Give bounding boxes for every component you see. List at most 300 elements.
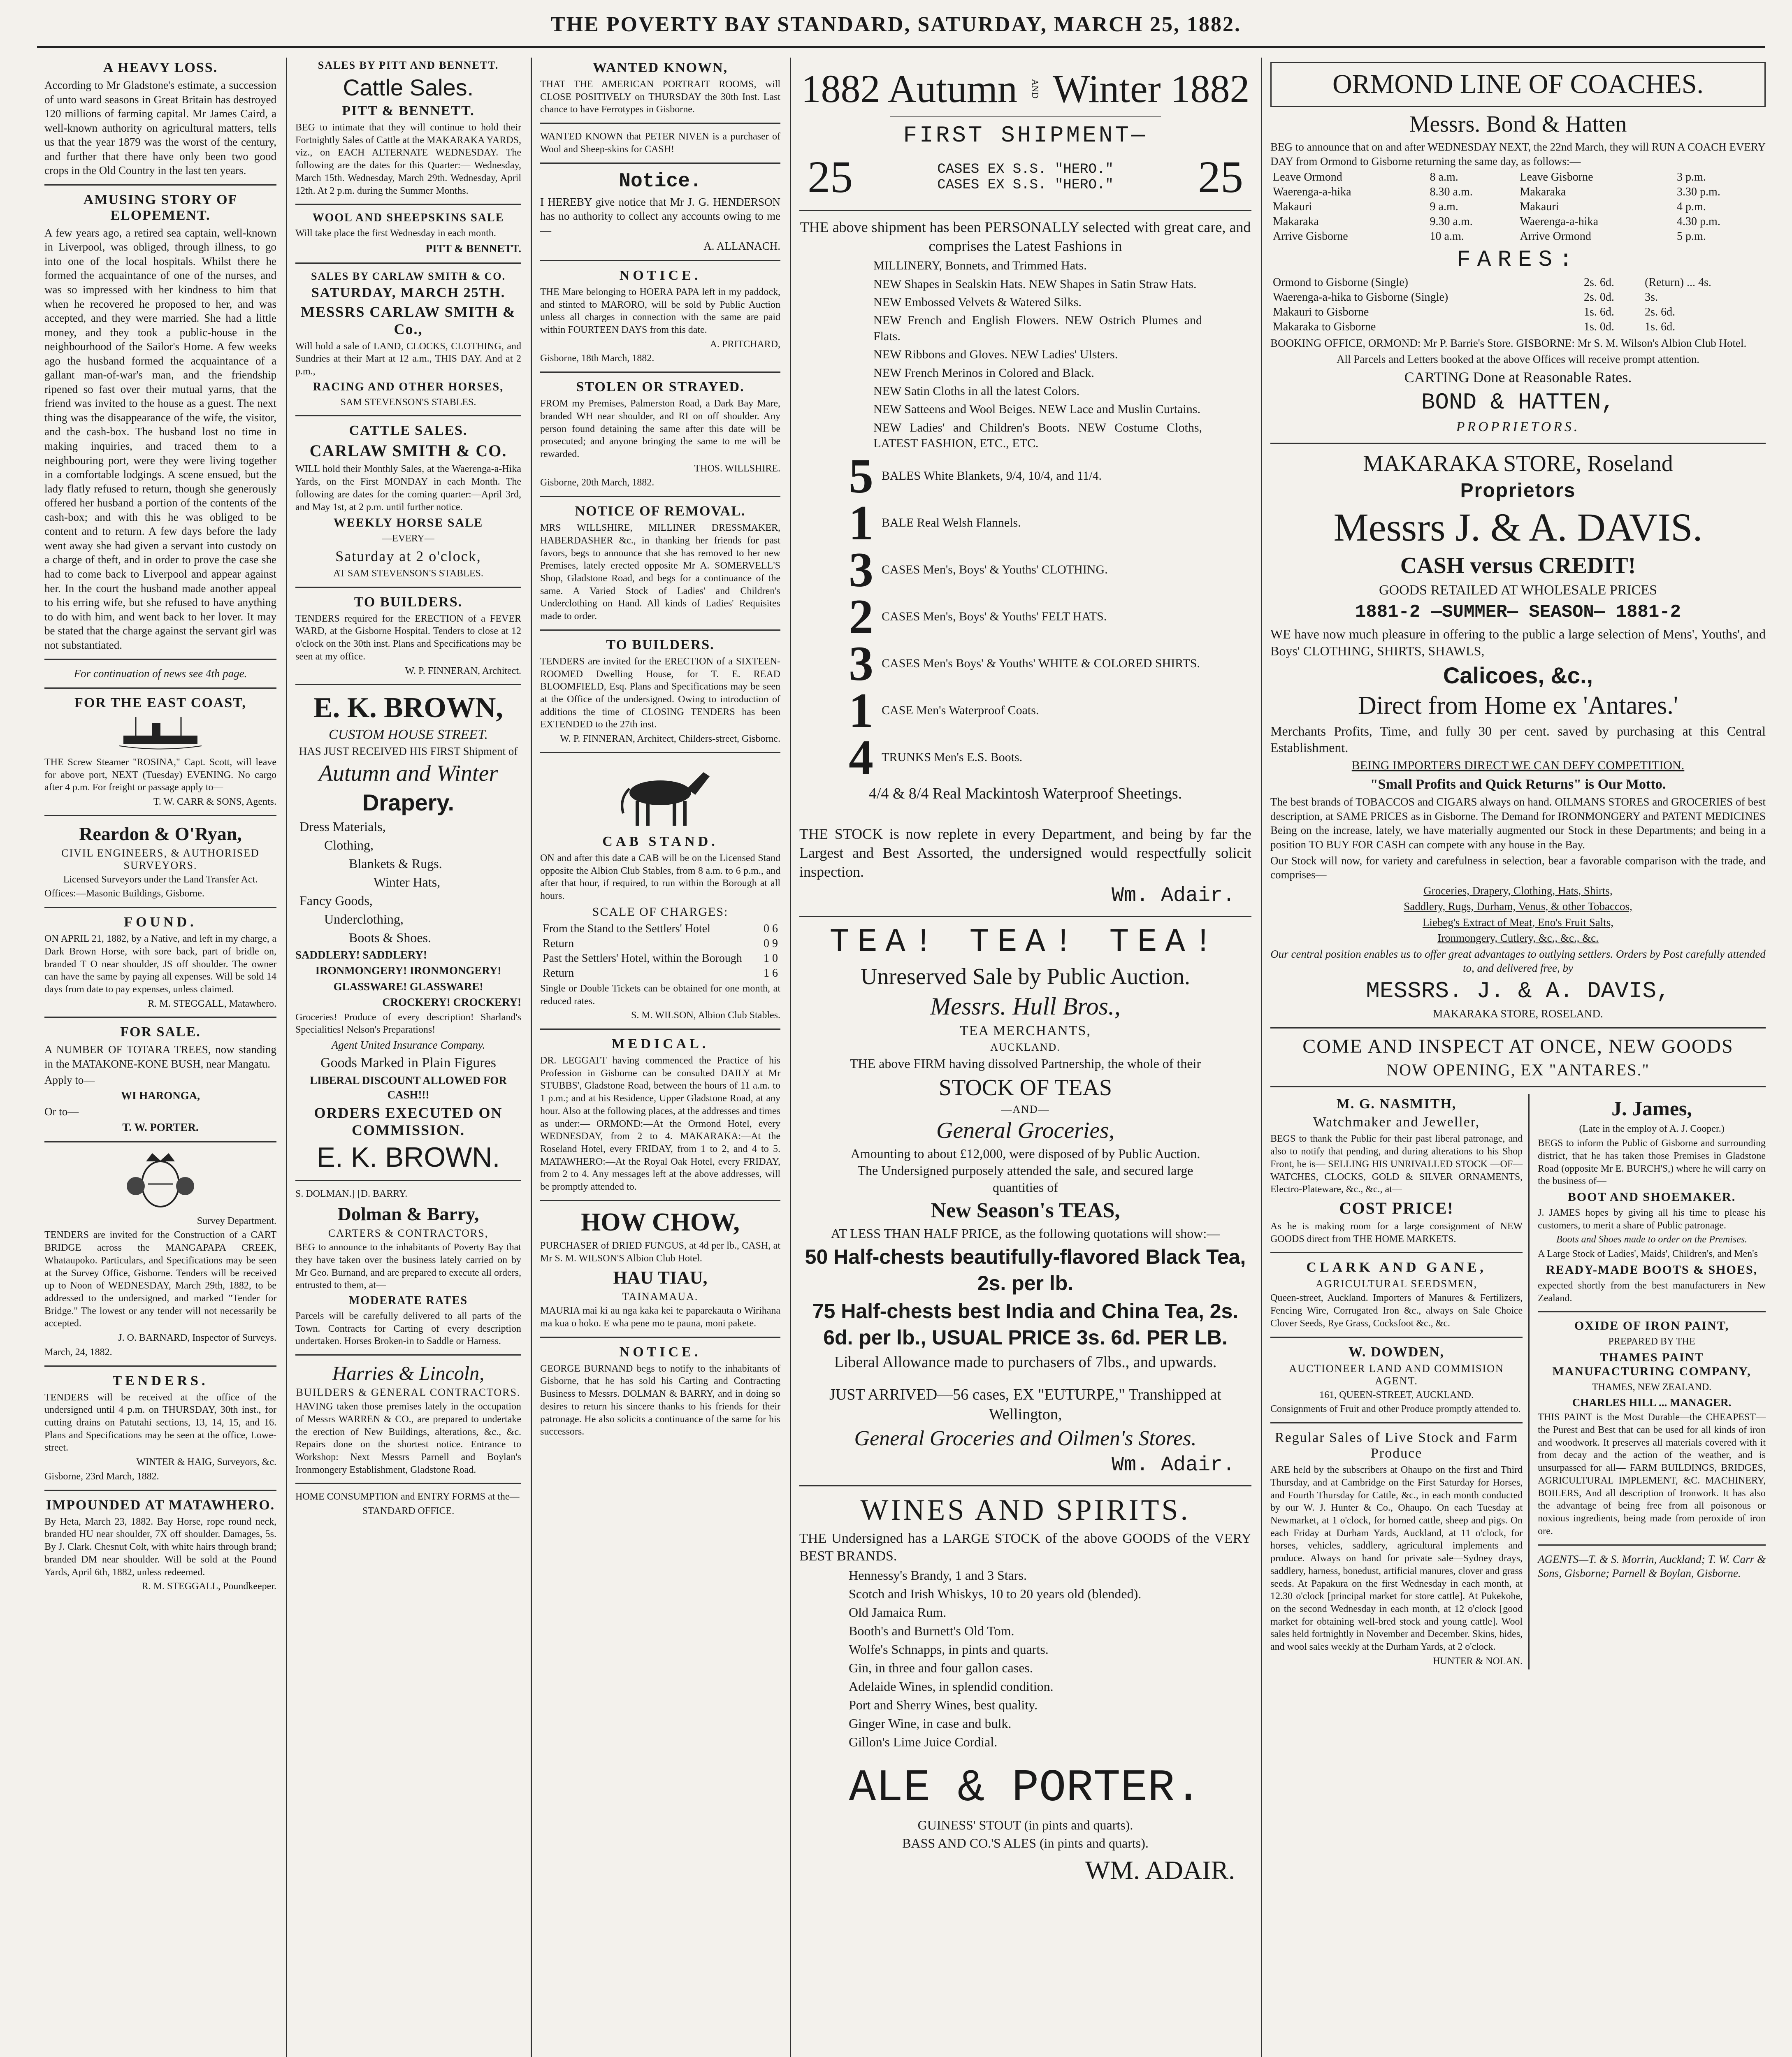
wines-title: WINES AND SPIRITS. <box>860 1493 1191 1526</box>
stock-row <box>849 495 1251 550</box>
fares-title: FARES: <box>1457 246 1579 273</box>
tenders-date: Gisborne, 23rd March, 1882. <box>44 1471 159 1482</box>
harries-sub: BUILDERS & GENERAL CONTRACTORS. <box>296 1386 521 1399</box>
wanted-title: WANTED KNOWN, <box>592 60 728 75</box>
general-groceries: General Groceries, <box>936 1118 1115 1144</box>
coach-row <box>1270 185 1766 200</box>
scale-table <box>540 922 780 981</box>
notice-3-title: NOTICE. <box>619 1344 701 1360</box>
millinery-item: MILLINERY, Bonnets, and Trimmed Hats. <box>873 259 1087 273</box>
stock-text: TRUNKS Men's E.S. Boots. <box>882 750 1023 764</box>
stock-count: 1 <box>849 495 873 550</box>
horse-icon <box>607 760 714 830</box>
oxide-by: PREPARED BY THE <box>1608 1336 1695 1347</box>
cases-num-left: 25 <box>808 152 853 202</box>
ekb-item: Blankets & Rugs. <box>349 856 442 871</box>
tenders-sign: WINTER & HAIG, Surveyors, &c. <box>136 1457 276 1468</box>
cattle-body: WILL hold their Monthly Sales, at the Waerenga-a-Hika Yards, on the First MONDAY in each Month. The following are dates for the coming quarter:—April 3rd, and May 1st, at 2 p.m. until further notice. <box>295 464 521 513</box>
hautiau-title: HAU TIAU, <box>613 1268 708 1288</box>
ormond-firm: Messrs. Bond & Hatten <box>1409 111 1627 137</box>
calicoes: Calicoes, &c., <box>1443 662 1593 688</box>
harries-title: Harries & Lincoln, <box>332 1363 485 1385</box>
stock-text: CASE Men's Waterproof Coats. <box>882 703 1039 717</box>
adair-sign-1: Wm. Adair. <box>1111 884 1235 908</box>
survey-date: March, 24, 1882. <box>44 1347 112 1358</box>
proprietors: PROPRIETORS. <box>1456 419 1580 435</box>
carting: CARTING Done at Reasonable Rates. <box>1404 369 1632 386</box>
coach-stop-out: Makauri <box>1273 200 1312 214</box>
weekly-when: Saturday at 2 o'clock, <box>335 548 481 565</box>
stock-row <box>849 542 1251 597</box>
carlaw-body: Will hold a sale of LAND, CLOCKS, CLOTHING, and Sundries at their Mart at 12 a.m., THIS DAY. And at 2 p.m., <box>295 341 521 377</box>
ekb-item: Clothing, <box>324 837 374 852</box>
notice-1-title: Notice. <box>619 170 702 193</box>
and-sep: —AND— <box>1001 1103 1050 1116</box>
james-sub: (Late in the employ of A. J. Cooper.) <box>1579 1124 1725 1135</box>
regular-title: Regular Sales of Live Stock and Farm Produce <box>1274 1430 1518 1461</box>
ekb-item: Boots & Shoes. <box>349 930 432 945</box>
james-body: BEGS to inform the Public of Gisborne and surrounding district, that he has taken those Premises in Gladstone Road (opposite Mr E. BURCH'S,) where he will carry on the business of— <box>1538 1138 1766 1187</box>
dolman-body: BEG to announce to the inhabitants of Poverty Bay that they have taken over the business lately carried on by Mr Geo. Burnand, and are prepared to execute all orders, entrusted to them, at— <box>295 1242 521 1291</box>
wine-item: Gillon's Lime Juice Cordial. <box>849 1734 998 1749</box>
continuation-note: For continuation of news see 4th page. <box>74 667 247 680</box>
proprietors-2: Proprietors <box>1460 479 1576 501</box>
notice-1-sign: A. ALLANACH. <box>703 240 780 253</box>
removal-body: MRS WILLSHIRE, MILLINER DRESSMAKER, HABERDASHER &c., in thanking her friends for past favors, begs to announce that she has removed to her new Premises, lately erected opposite Mr A. SOMERVELL'S Shop, Gladstone Road, and begs for a continuance of the same. A Varied Stock of Ladies' and Children's Underclothing on Hand. All kinds of Ladies' Requisites made to order. <box>540 522 780 622</box>
dolman-title: Dolman & Barry, <box>337 1203 479 1225</box>
reardon-sub: CIVIL ENGINEERS, & AUTHORISED SURVEYORS. <box>61 847 260 871</box>
howchow-title: HOW CHOW, <box>581 1208 740 1236</box>
fare-return: 3s. <box>1645 291 1658 304</box>
column-1 <box>37 58 284 2057</box>
motto: "Small Profits and Quick Returns" is Our Motto. <box>1370 776 1666 792</box>
east-coast-title: FOR THE EAST COAST, <box>74 695 246 710</box>
wine-item: Old Jamaica Rum. <box>849 1604 947 1620</box>
steamer-icon <box>115 715 206 752</box>
ale-porter: ALE & PORTER. <box>849 1762 1202 1814</box>
millinery-item: NEW French Merinos in Colored and Black. <box>873 366 1094 380</box>
fare-route: Makaraka to Gisborne <box>1273 320 1376 334</box>
fare-row <box>1270 305 1766 320</box>
davis-list-item: Groceries, Drapery, Clothing, Hats, Shirts, <box>1423 884 1613 897</box>
stock-count: 3 <box>849 636 873 691</box>
stock-text: CASES Men's, Boys' & Youths' FELT HATS. <box>882 610 1107 624</box>
davis-list-item: Liebeg's Extract of Meat, Eno's Fruit Salts, <box>1422 916 1614 929</box>
carlaw-at: SAM STEVENSON'S STABLES. <box>340 397 476 408</box>
regular-body: ARE held by the subscribers at Ohaupo on the first and Third Thursday, and at Cambridge on the First Saturday for Horses, and Fourth Thursday for Cattle, &c., in each month conducted by our W. J. Hunter & Co., Ohaupo. On each Tuesday at Newmarket, at 1 o'clock, for horned cattle, sheep and pigs. On each Friday at Durham Yards, Auckland, at 11 o'clock, for horses, vehicles, saddlery, agricultural implements and produce. Always on hand for private sale—Sydney drays, saddlery, harness, bonedust, artificial manures, clover and grass seeds. At Papakura on the first Wednesday in each month, at 12.30 o'clock [principal market for store cattle]. At Pukekohe, on the second Wednesday in each month, at 12 o'clock [good market for obtaining well-bred stock and young cattle]. Wool sales held fortnightly in November and December. Skins, hides, and wool sales weekly at the Durham Yards, at 2 o'clock. <box>1270 1465 1523 1653</box>
for-sale-apply: Apply to— <box>44 1073 95 1086</box>
carlaw-racing: RACING AND OTHER HORSES, <box>313 380 504 393</box>
ekb-item: Winter Hats, <box>374 874 441 889</box>
hunter-nolan: HUNTER & NOLAN. <box>1433 1655 1523 1667</box>
harries-body: HAVING taken those premises lately in the occupation of Messrs WARREN & CO., are prepared to undertake the erection of New Buildings, alterations, &c., &c. Repairs done on the shortest notice. Entrance to Workshop: Next Messrs Parnell and Boylan's Ironmongery Establishment, Gladstone Road. <box>295 1401 521 1475</box>
ekb-crockery: CROCKERY! CROCKERY! <box>382 996 521 1009</box>
coach-stop-back: Makaraka <box>1520 186 1566 199</box>
coach-row <box>1270 170 1766 185</box>
ekb-item: Dress Materials, <box>299 819 386 834</box>
dolman-rates: MODERATE RATES <box>348 1294 468 1307</box>
survey-department: Survey Department. <box>197 1215 276 1226</box>
ekb-orders: ORDERS EXECUTED ON COMMISSION. <box>314 1105 503 1139</box>
stock-text: BALE Real Welsh Flannels. <box>882 516 1021 530</box>
coach-time-back: 5 p.m. <box>1677 230 1706 243</box>
coach-time-back: 4.30 p.m. <box>1677 215 1720 228</box>
stock-of-teas: STOCK OF TEAS <box>938 1075 1112 1101</box>
clark-sub: AGRICULTURAL SEEDSMEN, <box>1316 1278 1478 1290</box>
oxide-manager: CHARLES HILL ... MANAGER. <box>1572 1396 1732 1409</box>
nasmith-sub: Watchmaker and Jeweller, <box>1313 1114 1480 1130</box>
davis-2-title: MESSRS. J. & A. DAVIS, <box>1366 977 1670 1004</box>
fares-table <box>1270 275 1766 334</box>
scale-title: SCALE OF CHARGES: <box>592 905 729 919</box>
first-shipment: FIRST SHIPMENT— <box>903 122 1148 149</box>
medical-title: MEDICAL. <box>611 1036 709 1052</box>
oxide-title: OXIDE OF IRON PAINT, <box>1574 1319 1729 1333</box>
scale-row <box>540 951 780 966</box>
wines-intro: THE Undersigned has a LARGE STOCK of the above GOODS of the VERY BEST BRANDS. <box>799 1530 1251 1564</box>
dowden-addr: 161, QUEEN-STREET, AUCKLAND. <box>1319 1389 1474 1400</box>
davis-list <box>1270 884 1766 945</box>
cab-sign: S. M. WILSON, Albion Club Stables. <box>631 1010 780 1021</box>
ekb-saddlery: SADDLERY! SADDLERY! <box>295 948 427 961</box>
stock-row <box>849 683 1251 738</box>
coach-stop-out: Waerenga-a-hika <box>1273 186 1351 199</box>
reardon-title: Reardon & O'Ryan, <box>79 823 242 844</box>
india-tea: 75 Half-chests best India and China Tea, 2s. 6d. per lb., USUAL PRICE 3s. 6d. PER LB. <box>812 1300 1239 1349</box>
coach-time-out: 8.30 a.m. <box>1430 186 1473 199</box>
east-coast-sign: T. W. CARR & SONS, Agents. <box>153 796 276 807</box>
millinery-item: NEW Shapes in Sealskin Hats. NEW Shapes in Satin Straw Hats. <box>873 277 1197 291</box>
for-sale-name-1: WI HARONGA, <box>121 1089 200 1102</box>
stolen-date: Gisborne, 20th March, 1882. <box>540 477 655 488</box>
liberal-allowance: Liberal Allowance made to purchasers of 7lbs., and upwards. <box>834 1354 1217 1371</box>
home-title: HOME CONSUMPTION and ENTRY FORMS at the— <box>295 1491 520 1502</box>
ekb-goods: Goods Marked in Plain Figures <box>320 1055 496 1070</box>
millinery-list <box>849 258 1202 451</box>
season-line: 1881-2 —SUMMER— SEASON— 1881-2 <box>1355 602 1681 623</box>
millinery-item: NEW Satteens and Wool Beiges. NEW Lace and Muslin Curtains. <box>873 402 1200 416</box>
stock-row <box>849 448 1251 504</box>
oxide-body: THIS PAINT is the Most Durable—the CHEAPEST—the Purest and Best that can be used for all kinds of iron and woodwork. It preserves all materials covered with it from decay and the action of the weather, and is unsurpassed for all— FARM BUILDINGS, BRIDGES, AGRICULTURAL IMPLEMENT, &C. MACHINERY, BOILERS, And all description of Ironwork. It has also the advantage of being free from all poisonous or noxious ingredients, being made from peroxide of iron ore. <box>1538 1412 1766 1537</box>
elopement-title: AMUSING STORY OF ELOPEMENT. <box>83 192 238 223</box>
banner-and: AND <box>1030 79 1040 99</box>
fare-single: 2s. 6d. <box>1583 276 1614 289</box>
weekly-title: WEEKLY HORSE SALE <box>333 516 483 530</box>
survey-body: TENDERS are invited for the Construction of a CART BRIDGE across the MANGAPAPA CREEK, Whataupoko. Particulars, and Specifications may be seen at the Survey Office, Gisborne. Tenders will be received up to Noon of WEDNESDAY, March 29th, 1882, to be addressed to the undersigned, and marked "Tender for Bridge." The lowest or any tender will not necessarily be accepted. <box>44 1230 276 1329</box>
coach-stop-back: Waerenga-a-hika <box>1520 215 1599 228</box>
coach-time-out: 8 a.m. <box>1430 171 1458 184</box>
east-coast-body: THE Screw Steamer "ROSINA," Capt. Scott, will leave for above port, NEXT (Tuesday) EVENING. No cargo after 4 p.m. For freight or passage apply to— <box>44 757 276 793</box>
black-tea: 50 Half-chests beautifully-flavored Black Tea, 2s. per lb. <box>805 1245 1246 1295</box>
ekb-item-list <box>295 818 521 946</box>
stock-row <box>849 589 1251 644</box>
just-arrived: JUST ARRIVED—56 cases, EX "EUTURPE," Transhipped at Wellington, <box>829 1386 1221 1423</box>
ekb-autumn: Autumn and Winter <box>318 760 498 786</box>
bond-hatten: BOND & HATTEN, <box>1421 389 1615 416</box>
coach-row <box>1270 200 1766 214</box>
notice-1-body: I HEREBY give notice that Mr J. G. HENDERSON has no authority to collect any accounts owing to me— <box>540 195 780 237</box>
heavy-loss-body: According to Mr Gladstone's estimate, a succession of unto ward seasons in Great Britain has destroyed 120 millions of farming capital. Mr James Caird, a well-known authority on agricultural matters, tells us that the year 1879 was the worst of the century, and further that there have only been two good crops in the Old Country in the last ten years. <box>44 79 276 177</box>
pitt-title: Cattle Sales. <box>343 74 474 100</box>
ekb-footer: E. K. BROWN. <box>316 1142 500 1173</box>
clark-title: CLARK AND GANE, <box>1306 1260 1487 1275</box>
cases-line-1: CASES EX S.S. "HERO." <box>937 161 1114 177</box>
found-sign: R. M. STEGGALL, Matawhero. <box>148 998 276 1009</box>
wanted-2-body: WANTED KNOWN that PETER NIVEN is a purchaser of Wool and Sheep-skins for CASH! <box>540 131 780 155</box>
oilmen-stores: General Groceries and Oilmen's Stores. <box>854 1426 1197 1450</box>
tenders-body: TENDERS will be received at the office of the undersigned until 4 p.m. on THURSDAY, 30th inst., for cutting drains on Patutahi sections, 13, 14, 15, and 16. Plans and Specifications may be seen at the office, Lowe-street. <box>44 1392 276 1453</box>
for-sale-body: A NUMBER OF TOTARA TREES, now standing in the MATAKONE-KONE BUSH, near Mangatu. <box>44 1043 276 1070</box>
clark-body: Queen-street, Auckland. Importers of Manures & Fertilizers, Fencing Wire, Corrugated Iron &c., always on Sale Choice Clover Seeds, Rye Grass, Cocksfoot &c., &c. <box>1270 1293 1523 1329</box>
coach-stop-out: Makaraka <box>1273 215 1319 228</box>
scale-label: Past the Settlers' Hotel, within the Borough <box>543 952 742 965</box>
fare-single: 2s. 0d. <box>1583 291 1614 304</box>
cases-row <box>799 151 1251 203</box>
ekb-title: E. K. BROWN, <box>313 692 503 724</box>
notice-3-body: GEORGE BURNAND begs to notify to the inhabitants of Gisborne, that he has sold his Carting and Contracting Business to Messrs. DOLMAN & BARRY, and in doing so desires to return his sincere thanks to his friends for their patronage. He also solicits a continuance of the same for his successors. <box>540 1363 780 1437</box>
hull-sub: TEA MERCHANTS, <box>960 1023 1091 1039</box>
cases-num-right: 25 <box>1198 152 1243 202</box>
stolen-title: STOLEN OR STRAYED. <box>576 379 745 395</box>
notice-2-date: Gisborne, 18th March, 1882. <box>540 353 655 364</box>
stock-count: 3 <box>849 542 873 597</box>
scale-row <box>540 922 780 936</box>
coach-time-back: 4 p.m. <box>1677 200 1706 214</box>
wines-list <box>849 1567 1251 1751</box>
dowden-body: Consignments of Fruit and other Produce promptly attended to. <box>1270 1404 1521 1415</box>
coach-stop-out: Leave Ormond <box>1273 171 1342 184</box>
masthead: THE POVERTY BAY STANDARD, SATURDAY, MARCH 25, 1882. <box>550 13 1242 36</box>
scale-row <box>540 936 780 951</box>
scale-label: Return <box>543 966 574 980</box>
hautiau-sub: TAINAMAUA. <box>622 1291 699 1303</box>
cost-price: COST PRICE! <box>1339 1199 1454 1218</box>
stock-list <box>849 448 1251 785</box>
column-2 <box>288 58 529 2057</box>
wine-item: Gin, in three and four gallon cases. <box>849 1660 1033 1675</box>
fare-row <box>1270 275 1766 290</box>
stock-count: 4 <box>849 730 873 785</box>
stock-count: 5 <box>849 448 873 504</box>
bottom-right <box>1538 1094 1766 1669</box>
stock-row <box>849 730 1251 785</box>
scale-row <box>540 966 780 981</box>
scale-price: 1 6 <box>764 966 778 980</box>
scale-price: 1 0 <box>764 952 778 965</box>
reardon-body: Licensed Surveyors under the Land Transfer Act. <box>63 874 258 885</box>
howchow-body: PURCHASER of DRIED FUNGUS, at 4d per lb., CASH, at Mr S. M. WILSON'S Albion Club Hotel. <box>540 1240 780 1264</box>
dowden-sub: AUCTIONEER LAND AND COMMISION AGENT. <box>1289 1362 1504 1387</box>
wool-title: WOOL AND SHEEPSKINS SALE <box>312 211 504 225</box>
ekb-ironmongery: IRONMONGERY! IRONMONGERY! <box>315 964 501 977</box>
james-body-4: expected shortly from the best manufacturers in New Zealand. <box>1538 1280 1766 1304</box>
coach-time-back: 3.30 p.m. <box>1677 186 1720 199</box>
davis-body-2: The best brands of TOBACCOS and CIGARS always on hand. OILMANS STORES and GROCERIES of best description, at SAME PRICES as in Gisborne. The Demand for IRONMONGERY and PATENT MEDICINES Being on the increase, lately, we have materially augmented our Stock in these Departments; and being in a position TO BUY FOR CASH can compete with any house in the Bay. <box>1270 796 1766 851</box>
carlaw-date: SATURDAY, MARCH 25TH. <box>311 285 506 300</box>
wanted-body: THAT THE AMERICAN PORTRAIT ROOMS, will CLOSE POSITIVELY on THURSDAY the 30th Inst. Last chance to have Ferrotypes in Gisborne. <box>540 79 780 115</box>
cattle-firm: CARLAW SMITH & CO. <box>309 441 507 460</box>
stock-text: CASES Men's Boys' & Youths' WHITE & COLORED SHIRTS. <box>882 657 1200 671</box>
fare-return: 1s. 6d. <box>1645 320 1676 334</box>
cases-line-2: CASES EX S.S. "HERO." <box>937 177 1114 193</box>
amount-body: Amounting to about £12,000, were disposed of by Public Auction. The Undersigned purposely attended the sale, and secured large quantities of <box>850 1146 1200 1195</box>
cab-title: CAB STAND. <box>602 833 718 849</box>
column-rule <box>531 58 532 2057</box>
home-office: STANDARD OFFICE. <box>362 1506 455 1517</box>
weekly-at: AT SAM STEVENSON'S STABLES. <box>333 568 483 579</box>
davis-body-3: Our Stock will now, for variety and carefulness in selection, bear a favorable comparison with the trade, and comprises— <box>1270 854 1766 881</box>
bottom-left <box>1270 1094 1530 1669</box>
hull-loc: AUCKLAND. <box>990 1041 1061 1054</box>
adair-sign-3: WM. ADAIR. <box>1085 1855 1235 1885</box>
stolen-body: FROM my Premises, Palmerston Road, a Dark Bay Mare, branded WH near shoulder, and RI on off shoulder. Any person found detaining the same after this date will be prosecuted; and anyone bringing the same to me will be rewarded. <box>540 398 780 460</box>
hautiau-body: MAURIA mai ki au nga kaka kei te paparekauta o Wirihana ma kua o hoko. E wha pene mo te pauna, moni pakete. <box>540 1305 780 1329</box>
parcels: All Parcels and Letters booked at the above Offices will receive prompt attention. <box>1337 353 1699 365</box>
ekb-glassware: GLASSWARE! GLASSWARE! <box>333 980 483 993</box>
cattle-title: CATTLE SALES. <box>349 423 468 439</box>
now-opening: NOW OPENING, EX "ANTARES." <box>1386 1061 1650 1080</box>
scale-label: From the Stand to the Settlers' Hotel <box>543 922 710 935</box>
elopement-body: A few years ago, a retired sea captain, well-known in Liverpool, was obliged, through illness, to go into one of the local hospitals. Whilst there he formed the acquaintance of one of the nurses, and was so impressed with her kindness to him that when he recovered he proposed to her, and was accepted, and they were married. She had a little money, and they took a public-house in the neighbourhood of the Sailor's Home. A few weeks ago the husband formed the acquaintance of a gallant man-of-war's man, and the friendship ripened so fast over their mutual yarns, that the friend was invited to the house as a guest. The next thing was the disappearance of the wife, the visitor, and the cash-box. The husband lost no time in making inquiries, and traced them to a neighbouring port, were they were living together in a comfortable lodgings. A scene ensued, but the lady flatly refused to return, though she generously offered her husband a portion of the contents of the cash-box; and with this he was obliged to be content and to return. A few days before the lady went away she had given a servant into custody on a charge of theft, and in order to prove the case she had to come back to Liverpool and appear against her. In the court the husband made another appeal to his erring wife, but she refused to have anything to do with him, and went back to her lover. It may be stated that the charge against the servant girl was not substantiated. <box>44 226 276 651</box>
ekb-groceries: Groceries! Produce of every description! Sharland's Specialities! Nelson's Preparations! <box>295 1012 521 1035</box>
impounded-sign: R. M. STEGGALL, Poundkeeper. <box>142 1581 276 1592</box>
tenders-title: TENDERS. <box>112 1373 209 1388</box>
millinery-item: NEW Ribbons and Gloves. NEW Ladies' Ulsters. <box>873 348 1118 362</box>
to-builders-title: TO BUILDERS. <box>606 637 715 652</box>
scale-note: Single or Double Tickets can be obtained for one month, at reduced rates. <box>540 983 780 1007</box>
james-title: J. James, <box>1611 1097 1692 1120</box>
millinery-item: NEW Embossed Velvets & Watered Silks. <box>873 295 1082 309</box>
carlaw-firm: MESSRS CARLAW SMITH & Co., <box>301 303 516 337</box>
ekb-drapery: Drapery. <box>362 789 455 815</box>
dolman-body-2: Parcels will be carefully delivered to all parts of the Town. Contracts for Carting of every description undertaken. Horses Broken-in to Saddle or Harness. <box>295 1310 521 1347</box>
wine-item: Wolfe's Schnapps, in pints and quarts. <box>849 1641 1049 1657</box>
fare-route: Ormond to Gisborne (Single) <box>1273 276 1408 289</box>
come-inspect: COME AND INSPECT AT ONCE, NEW GOODS <box>1302 1035 1734 1058</box>
coach-stop-back: Arrive Ormond <box>1520 230 1591 243</box>
makaraka-store: MAKARAKA STORE, Roseland <box>1363 450 1673 476</box>
to-builders-body: TENDERS are invited for the ERECTION of a SIXTEEN-ROOMED Dwelling House, for T. E. READ BLOOMFIELD, Esq. Plans and Specifications may be seen at the Office of the undersigned. Owing to introduction of additions the time of CLOSING TENDERS has been EXTENDED to the 27th inst. <box>540 656 780 730</box>
pitt-firm: PITT & BENNETT. <box>342 103 475 118</box>
booking: BOOKING OFFICE, ORMOND: Mr P. Barrie's Store. GISBORNE: Mr S. M. Wilson's Albion Club Hotel. <box>1270 337 1747 350</box>
davis-list-item: Ironmongery, Cutlery, &c., &c., &c. <box>1437 932 1599 945</box>
ekb-discount: LIBERAL DISCOUNT ALLOWED FOR CASH!!! <box>310 1074 507 1101</box>
impounded-body: By Heta, March 23, 1882. Bay Horse, rope round neck, branded HU near shoulder, 7X off shoulder. Damages, 5s. By J. Clark. Chesnut Colt, with white hairs through brand; branded DM near shoulder. Will be sold at the Pound Yards, April 6th, 1882, unless redeemed. <box>44 1516 276 1578</box>
builders-body: TENDERS required for the ERECTION of a FEVER WARD, at the Gisborne Hospital. Tenders to close at 12 o'clock on the 30th inst. Plans and Specifications may be seen at my office. <box>295 613 521 662</box>
wine-item: Scotch and Irish Whiskys, 10 to 20 years old (blended). <box>849 1586 1142 1601</box>
nasmith-body-2: As he is making room for a large consignment of NEW GOODS direct from THE HOME MARKETS. <box>1270 1221 1523 1244</box>
coach-row <box>1270 229 1766 244</box>
season-banner <box>799 66 1251 111</box>
ekb-item: Fancy Goods, <box>299 893 373 908</box>
mackintosh: 4/4 & 8/4 Real Mackintosh Waterproof Sheetings. <box>868 785 1182 803</box>
coach-time-out: 9.30 a.m. <box>1430 215 1473 228</box>
notice-2-body: THE Mare belonging to HOERA PAPA left in my paddock, and stinted to MARORO, will be sold by Public Auction unless all charges in connection with the same are paid within FOURTEEN DAYS from this date. <box>540 286 780 335</box>
column-5 <box>1263 58 1773 2057</box>
fare-route: Makauri to Gisborne <box>1273 306 1369 319</box>
coach-schedule <box>1270 170 1766 244</box>
davis-title: Messrs J. & A. DAVIS. <box>1333 505 1703 549</box>
central-position: Our central position enables us to offer great advantages to outlying settlers. Orders by Post carefully attended to, and delivered free, by <box>1270 947 1766 975</box>
adair-sign-2: Wm. Adair. <box>1111 1453 1235 1477</box>
stock-text: BALES White Blankets, 9/4, 10/4, and 11/4. <box>882 469 1102 483</box>
coach-time-out: 10 a.m. <box>1430 230 1464 243</box>
column-rule <box>286 58 287 2057</box>
james-body-2: J. JAMES hopes by giving all his time to please his customers, to merit a share of Public patronage. <box>1538 1207 1766 1231</box>
profits: Merchants Profits, Time, and fully 30 per cent. saved by purchasing at this Central Establishment. <box>1270 723 1766 755</box>
james-trade: BOOT AND SHOEMAKER. <box>1567 1190 1736 1204</box>
cash-credit: CASH versus CREDIT! <box>1400 553 1636 578</box>
coach-row <box>1270 214 1766 229</box>
firm-body: THE above FIRM having dissolved Partnership, the whole of their <box>850 1056 1201 1071</box>
millinery-item: NEW Ladies' and Children's Boots. NEW Costume Cloths, LATEST FASHION, ETC., ETC. <box>873 420 1202 450</box>
pitt-label: SALES BY PITT AND BENNETT. <box>318 59 499 71</box>
hull-bros: Messrs. Hull Bros., <box>930 993 1121 1020</box>
for-sale-or: Or to— <box>44 1105 79 1118</box>
royal-crest-icon <box>123 1149 197 1211</box>
james-boots: Boots and Shoes made to order on the Premises. <box>1556 1234 1748 1245</box>
coach-stop-back: Makauri <box>1520 200 1559 214</box>
stolen-sign: THOS. WILLSHIRE. <box>694 463 780 474</box>
column-rule <box>790 58 791 2057</box>
masthead-rule <box>37 46 1765 48</box>
coach-time-back: 3 p.m. <box>1677 171 1706 184</box>
davis-2-sub: MAKARAKA STORE, ROSELAND. <box>1433 1007 1603 1020</box>
wool-body: Will take place the first Wednesday in each month. <box>295 228 496 239</box>
nasmith-body: BEGS to thank the Public for their past liberal patronage, and also to notify that pending, and during alterations to his Shop Front, he is— SELLING HIS UNRIVALLED STOCK —OF— WATCHES, CLOCKS, GOLD & SILVER ORNAMENTS, Electro-Plateware, &c., &c., at— <box>1270 1133 1523 1195</box>
wine-item: Booth's and Burnett's Old Tom. <box>849 1623 1014 1638</box>
ale-sub-2: BASS AND CO.'S ALES (in pints and quarts). <box>902 1836 1149 1851</box>
dowden-title: W. DOWDEN, <box>1349 1344 1445 1360</box>
scale-price: 0 9 <box>764 937 778 950</box>
pitt-body: BEG to intimate that they will continue to hold their Fortnightly Sales of Cattle at the MAKARAKA YARDS, viz., on EACH ALTERNATE WEDNESDAY. The following are the dates for this Quarter:— Wednesday, March 15th. Wednesday, March 29th. Wednesday, April 12th. At 2 p.m. during the Summer Months. <box>295 122 521 196</box>
notice-2-title: NOTICE. <box>619 267 701 283</box>
davis-list-item: Saddlery, Rugs, Durham, Venus, & other Tobaccos, <box>1404 900 1632 913</box>
scale-price: 0 6 <box>764 922 778 935</box>
scale-label: Return <box>543 937 574 950</box>
found-title: FOUND. <box>124 915 197 930</box>
ekb-agent: Agent United Insurance Company. <box>331 1039 485 1052</box>
heavy-loss-title: A HEAVY LOSS. <box>103 60 218 75</box>
james-ready: READY-MADE BOOTS & SHOES, <box>1546 1263 1758 1277</box>
tea-heading: TEA! TEA! TEA! <box>829 924 1221 961</box>
new-season-teas: New Season's TEAS, <box>931 1199 1120 1223</box>
banner-right: Winter 1882 <box>1052 67 1250 111</box>
stock-text: CASES Men's, Boys' & Youths' CLOTHING. <box>882 563 1108 577</box>
oxide-co: THAMES PAINT MANUFACTURING COMPANY, <box>1552 1351 1751 1379</box>
james-body-3: A Large Stock of Ladies', Maids', Children's, and Men's <box>1538 1249 1758 1260</box>
wine-item: Hennessy's Brandy, 1 and 3 Stars. <box>849 1567 1027 1583</box>
reardon-office: Offices:—Masonic Buildings, Gisborne. <box>44 888 204 899</box>
medical-body: DR. LEGGATT having commenced the Practice of his Profession in Gisborne can be consulted DAILY at Mr STUBBS', Gladstone Road, between the hours of 11 a.m. to 1 p.m.; and at his Residence, Upper Gladstone Road, at any hour. Also at the following places, at the addresses and times as under:— ORMOND:—At the Ormond Hotel, every WEDNESDAY, from 2 to 4. MAKARAKA:—At the Roseland Hotel, every FRIDAY, from 1 to 2, and 4 to 5. MATAWHERO:—At the Royal Oak Hotel, every FRIDAY, from 2 to 4. Any messages left at the above addresses, will be promptly attended to. <box>540 1055 780 1193</box>
ormond-body: BEG to announce that on and after WEDNESDAY NEXT, the 22nd March, they will RUN A COACH EVERY DAY from Ormond to Gisborne returning the same day, as follows:— <box>1270 141 1766 167</box>
bottom-split <box>1270 1094 1766 1669</box>
direct-from-home: Direct from Home ex 'Antares.' <box>1358 691 1678 720</box>
dolman-names: S. DOLMAN.] [D. BARRY. <box>295 1189 408 1200</box>
for-sale-title: FOR SALE. <box>120 1024 201 1040</box>
unreserved-sale: Unreserved Sale by Public Auction. <box>861 964 1190 990</box>
ekb-sub: CUSTOM HOUSE STREET. <box>329 727 488 743</box>
ale-sub-1: GUINESS' STOUT (in pints and quarts). <box>917 1817 1133 1832</box>
half-price: AT LESS THAN HALF PRICE, as the following quotations will show:— <box>831 1226 1220 1241</box>
notice-2-sign: A. PRITCHARD, <box>710 339 780 350</box>
shipment-intro: THE above shipment has been PERSONALLY selected with great care, and comprises the Latest Fashions in <box>800 219 1251 255</box>
removal-title: NOTICE OF REMOVAL. <box>575 504 746 519</box>
wine-item: Adelaide Wines, in splendid condition. <box>849 1679 1054 1694</box>
column-4 <box>792 58 1259 2057</box>
survey-sign: J. O. BARNARD, Inspector of Surveys. <box>118 1333 276 1344</box>
nasmith-title: M. G. NASMITH, <box>1336 1096 1457 1112</box>
